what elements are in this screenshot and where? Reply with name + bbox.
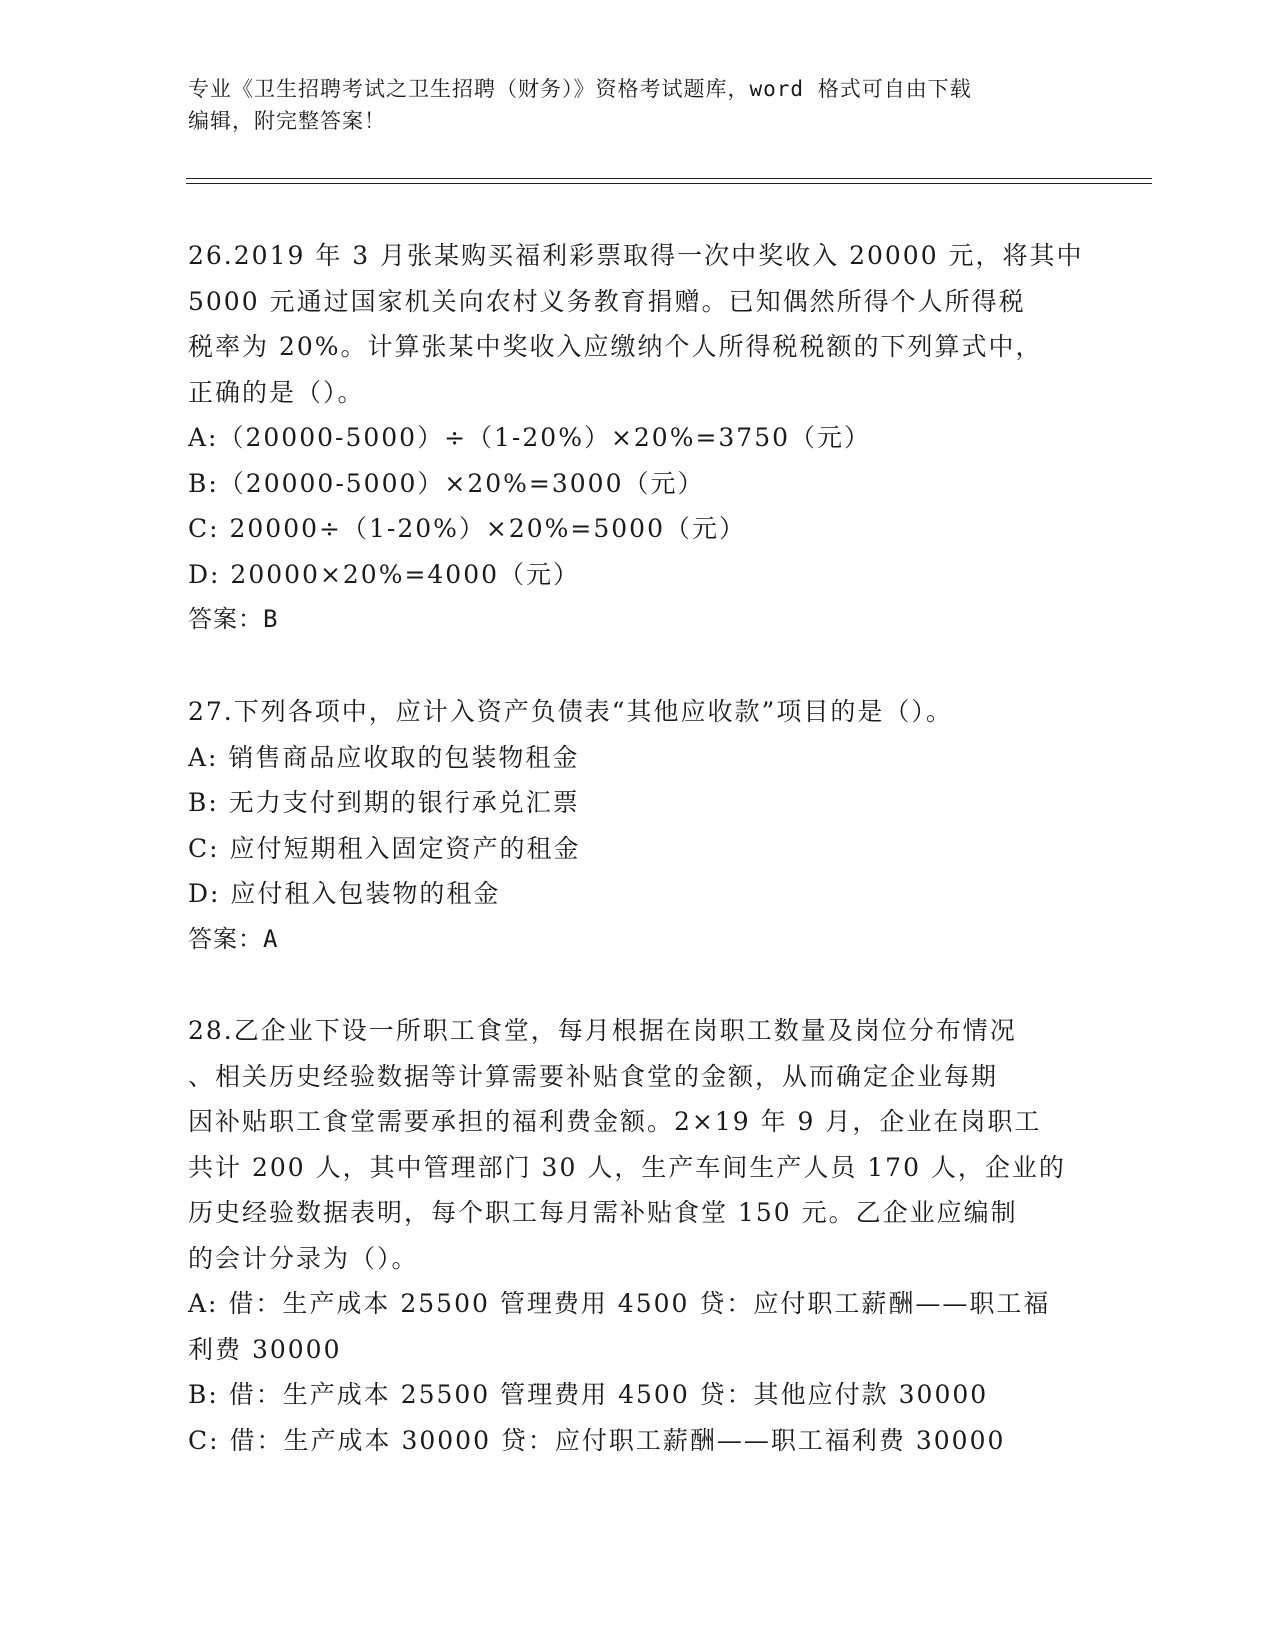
question-27 — [188, 689, 1088, 962]
header-divider — [186, 183, 1152, 184]
document-header — [188, 73, 1088, 137]
question-26 — [188, 233, 1088, 643]
question-text-line: 正确的是（）。 — [188, 377, 365, 407]
option-d: D: 20000×20%=4000（元） — [188, 559, 581, 589]
option-b: B: 无力支付到期的银行承兑汇票 — [188, 788, 580, 817]
option-b: B: 借：生产成本 25500 管理费用 4500 贷：其他应付款 30000 — [188, 1380, 989, 1409]
question-text-line: 共计 200 人，其中管理部门 30 人，生产车间生产人员 170 人，企业的 — [188, 1152, 1066, 1182]
answer-line: 答案：A — [188, 924, 279, 953]
option-a: A: 销售商品应收取的包装物租金 — [188, 742, 580, 772]
question-text-line: 税率为 20%。计算张某中奖收入应缴纳个人所得税税额的下列算式中， — [188, 332, 1043, 361]
option-c: C: 借：生产成本 30000 贷：应付职工薪酬——职工福利费 30000 — [188, 1425, 1006, 1455]
option-a: A:（20000-5000）÷（1-20%）×20%=3750（元） — [188, 423, 872, 452]
header-line: 编辑，附完整答案！ — [188, 109, 386, 133]
option-a-continued: 利费 30000 — [188, 1334, 342, 1364]
option-a: A: 借：生产成本 25500 管理费用 4500 贷：应付职工薪酬——职工福 — [188, 1289, 1051, 1318]
question-text-line: 28.乙企业下设一所职工食堂，每月根据在岗职工数量及岗位分布情况 — [188, 1016, 1017, 1045]
question-28 — [188, 1008, 1088, 1463]
option-d: D: 应付租入包装物的租金 — [188, 879, 501, 908]
question-text-line: 因补贴职工食堂需要承担的福利费金额。2×19 年 9 月，企业在岗职工 — [188, 1107, 1042, 1136]
question-text-line: 26.2019 年 3 月张某购买福利彩票取得一次中奖收入 20000 元，将其中 — [188, 241, 1084, 270]
question-text-line: 的会计分录为（）。 — [188, 1243, 419, 1273]
header-line: 专业《卫生招聘考试之卫生招聘（财务）》资格考试题库，word 格式可自由下载 — [188, 77, 972, 101]
header-divider — [186, 178, 1152, 179]
question-text-line: 27.下列各项中，应计入资产负债表“其他应收款”项目的是（）。 — [188, 697, 953, 726]
option-c: C: 20000÷（1-20%）×20%=5000（元） — [188, 514, 746, 543]
answer-line: 答案：B — [188, 605, 279, 633]
option-b: B:（20000-5000）×20%=3000（元） — [188, 468, 705, 498]
option-c: C: 应付短期租入固定资产的租金 — [188, 833, 581, 863]
question-text-line: 历史经验数据表明，每个职工每月需补贴食堂 150 元。乙企业应编制 — [188, 1198, 1018, 1227]
question-text-line: 、相关历史经验数据等计算需要补贴食堂的金额，从而确定企业每期 — [188, 1061, 999, 1091]
question-text-line: 5000 元通过国家机关向农村义务教育捐赠。已知偶然所得个人所得税 — [188, 286, 1026, 316]
